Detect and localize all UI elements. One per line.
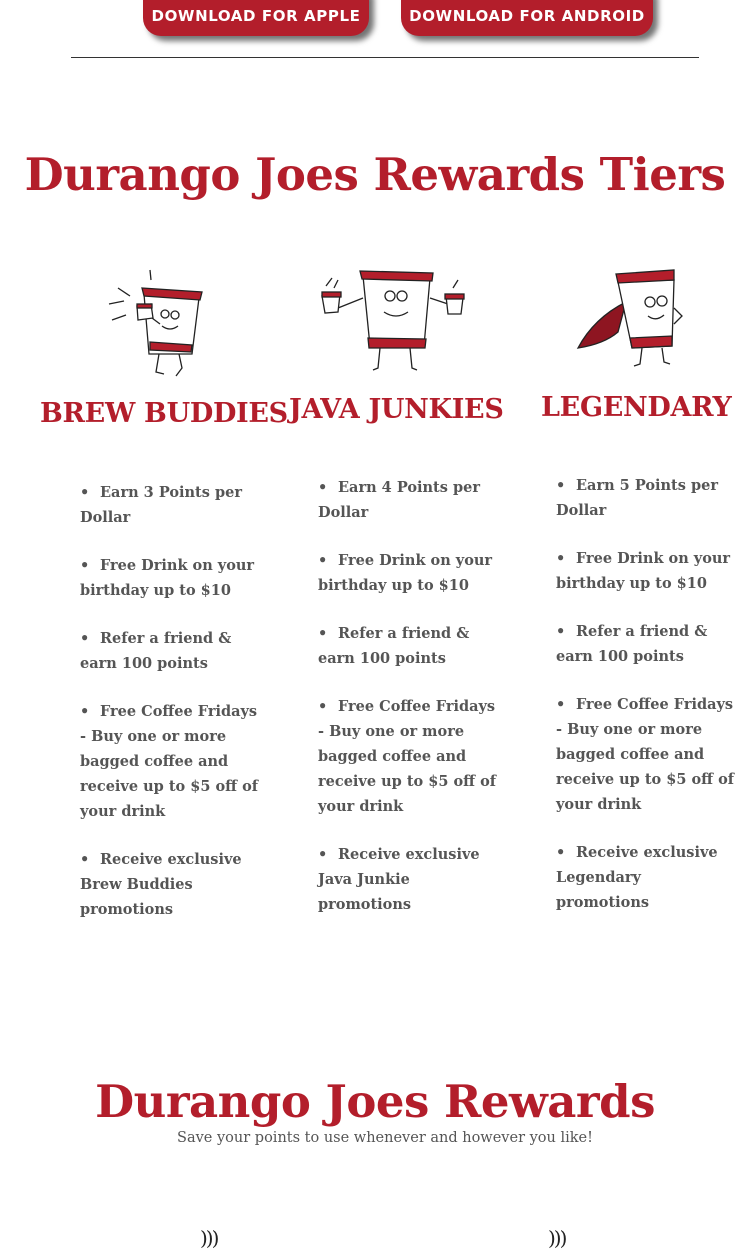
download-android-button[interactable] [401,0,653,36]
list-item: • Receive exclusive Java Junkie promotions [318,842,498,917]
tier-name-legendary: LEGENDARY [541,392,732,423]
list-item: • Free Drink on your birthday up to $10 [318,548,498,598]
list-item: • Free Coffee Fridays - Buy one or more bagged coffee and receive up to $5 off of your drink [318,694,498,819]
steam-icon: ))) [548,1226,566,1250]
tier-name-java-junkies: JAVA JUNKIES [289,394,504,425]
java-junkies-perk-list [318,475,498,940]
legendary-perk-list [556,473,736,938]
download-apple-label: DOWNLOAD FOR APPLE [151,7,361,25]
list-item: • Receive exclusive Legendary promotions [556,840,736,915]
list-item: • Free Drink on your birthday up to $10 [80,553,260,603]
rewards-subtitle: Save your points to use whenever and however you like! [177,1130,593,1146]
download-apple-button[interactable] [143,0,369,36]
list-item: • Refer a friend & earn 100 points [318,621,498,671]
tier-name-brew-buddies: BREW BUDDIES [40,398,288,429]
list-item: • Free Drink on your birthday up to $10 [556,546,736,596]
list-item: • Free Coffee Fridays - Buy one or more bagged coffee and receive up to $5 off of your drink [556,692,736,817]
list-item: • Earn 5 Points per Dollar [556,473,736,523]
tiers-title: Durango Joes Rewards Tiers [24,148,726,201]
list-item: • Receive exclusive Brew Buddies promotions [80,847,260,922]
list-item: • Refer a friend & earn 100 points [80,626,260,676]
java-junkies-mascot-image [318,268,468,376]
download-android-label: DOWNLOAD FOR ANDROID [409,7,645,25]
steam-icon: ))) [200,1226,218,1250]
list-item: • Refer a friend & earn 100 points [556,619,736,669]
brew-buddies-mascot-image [104,268,209,380]
brew-buddies-perk-list [80,480,260,945]
section-divider [71,57,699,58]
list-item: • Earn 3 Points per Dollar [80,480,260,530]
rewards-title: Durango Joes Rewards [95,1075,655,1128]
list-item: • Earn 4 Points per Dollar [318,475,498,525]
list-item: • Free Coffee Fridays - Buy one or more bagged coffee and receive up to $5 off of your drink [80,699,260,824]
legendary-mascot-image [574,268,686,372]
